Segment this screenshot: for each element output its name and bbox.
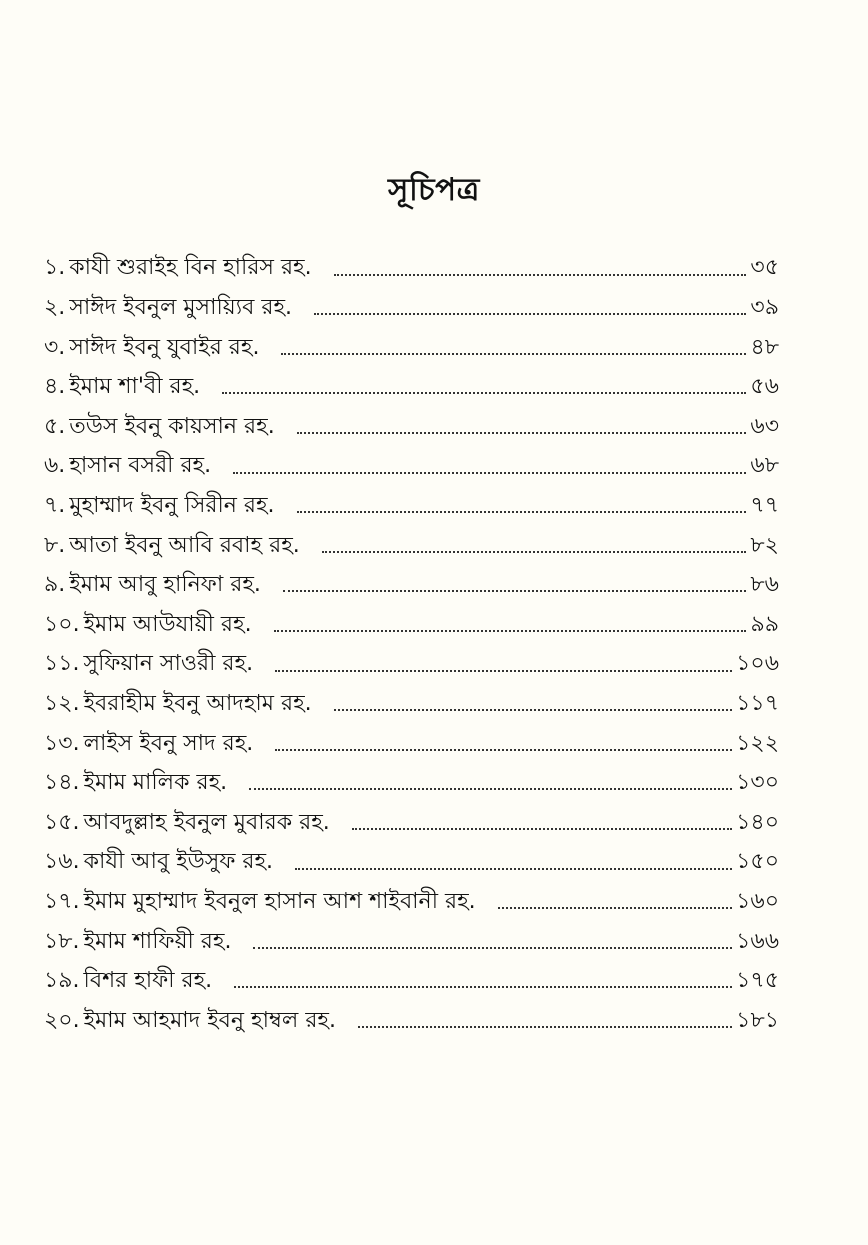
entry-page-number: ১৭৫ [736,968,779,994]
table-of-contents [44,241,779,1033]
entry-number: ১৫. [44,809,80,835]
entry-page-number: ৩৫ [750,255,779,281]
entry-title: কাযী শুরাইহ বিন হারিস রহ. [69,255,312,281]
dot-leader [297,432,747,434]
entry-title: ইমাম মুহাম্মাদ ইবনুল হাসান আশ শাইবানী রহ. [83,888,476,914]
entry-title: আতা ইবনু আবি রবাহ রহ. [69,532,300,558]
entry-number: ৯. [44,572,66,598]
entry-page-number: ৮২ [750,532,779,558]
entry-number: ৮. [44,532,66,558]
toc-entry [44,637,779,677]
entry-number: ২. [44,295,66,320]
toc-entry [44,835,779,875]
dot-leader [358,1026,732,1028]
dot-leader [275,670,732,672]
toc-entry [44,795,779,835]
dot-leader [498,907,732,909]
dot-leader [234,986,732,988]
toc-entry [44,518,779,558]
entry-number: ২০. [44,1007,80,1033]
dot-leader [295,868,732,870]
entry-title: লাইস ইবনু সাদ রহ. [83,730,254,756]
entry-title: ইমাম আউযায়ী রহ. [83,611,252,637]
entry-page-number: ১৫০ [736,849,779,875]
entry-number: ১০. [44,611,80,637]
entry-page-number: ১০৬ [736,651,779,677]
entry-number: ১৪. [44,770,80,796]
dot-leader [322,551,747,553]
entry-number: ৫. [44,413,66,439]
entry-page-number: ১৬০ [736,888,779,914]
dot-leader [222,392,746,394]
toc-entry [44,993,779,1033]
dot-leader [281,353,746,355]
toc-entry [44,875,779,915]
entry-number: ১৩. [44,730,80,756]
entry-number: ৭. [44,492,66,518]
entry-title: ইমাম শা'বী রহ. [69,374,201,400]
toc-entry [44,439,779,479]
entry-number: ১. [44,255,66,281]
entry-title: হাসান বসরী রহ. [69,453,212,479]
entry-page-number: ৪৮ [750,334,779,360]
entry-title: সাঈদ ইবনুল মুসায়্যিব রহ. [69,295,292,320]
dot-leader [233,472,746,474]
entry-title: ইমাম আবু হানিফা রহ. [69,572,261,598]
toc-entry [44,558,779,598]
toc-entry [44,677,779,717]
toc-entry [44,597,779,637]
entry-title: ইমাম আহমাদ ইবনু হাম্বল রহ. [83,1007,336,1033]
dot-leader [314,313,746,315]
toc-entry [44,399,779,439]
entry-page-number: ৫৬ [750,374,779,400]
entry-page-number: ১৪০ [736,809,779,835]
toc-entry [44,281,779,321]
entry-number: ৬. [44,453,66,479]
entry-page-number: ১৩০ [736,770,779,796]
entry-page-number: ১২২ [736,730,779,756]
entry-number: ১৭. [44,888,80,914]
entry-number: ১১. [44,651,80,677]
entry-page-number: ৮৬ [750,572,779,598]
dot-leader [249,788,732,790]
entry-title: কাযী আবু ইউসুফ রহ. [83,849,274,875]
entry-number: ১৯. [44,968,80,994]
toc-entry [44,479,779,519]
dot-leader [283,590,747,592]
toc-entry [44,954,779,994]
toc-entry [44,241,779,281]
entry-title: আবদুল্লাহ ইবনুল মুবারক রহ. [83,809,330,835]
toc-entry [44,320,779,360]
entry-page-number: ১৮১ [736,1007,779,1033]
toc-entry [44,716,779,756]
entry-title: তউস ইবনু কায়সান রহ. [69,413,275,439]
entry-page-number: ৭৭ [750,492,779,518]
dot-leader [334,274,747,276]
page-title: সূচিপত্র [388,172,480,208]
toc-entry [44,360,779,400]
entry-title: ইবরাহীম ইবনু আদহাম রহ. [83,690,312,716]
entry-number: ১৮. [44,928,80,954]
entry-number: ১৬. [44,849,80,875]
entry-page-number: ৯৯ [750,611,779,637]
entry-title: বিশর হাফী রহ. [83,968,213,994]
entry-number: ৩. [44,334,66,360]
dot-leader [334,709,733,711]
entry-page-number: ৩৯ [750,295,779,320]
entry-title: সুফিয়ান সাওরী রহ. [83,651,254,677]
entry-page-number: ৬৮ [750,453,779,479]
entry-page-number: ১১৭ [736,690,779,716]
entry-number: ১২. [44,690,80,716]
dot-leader [274,630,747,632]
entry-title: মুহাম্মাদ ইবনু সিরীন রহ. [69,492,275,518]
toc-entry [44,914,779,954]
entry-page-number: ১৬৬ [736,928,779,954]
dot-leader [275,749,732,751]
entry-title: সাঈদ ইবনু যুবাইর রহ. [69,334,260,360]
entry-title: ইমাম মালিক রহ. [83,770,228,796]
dot-leader [253,947,732,949]
dot-leader [352,828,732,830]
entry-number: ৪. [44,374,66,400]
entry-page-number: ৬৩ [750,413,779,439]
toc-entry [44,756,779,796]
dot-leader [297,511,747,513]
entry-title: ইমাম শাফিয়ী রহ. [83,928,232,954]
